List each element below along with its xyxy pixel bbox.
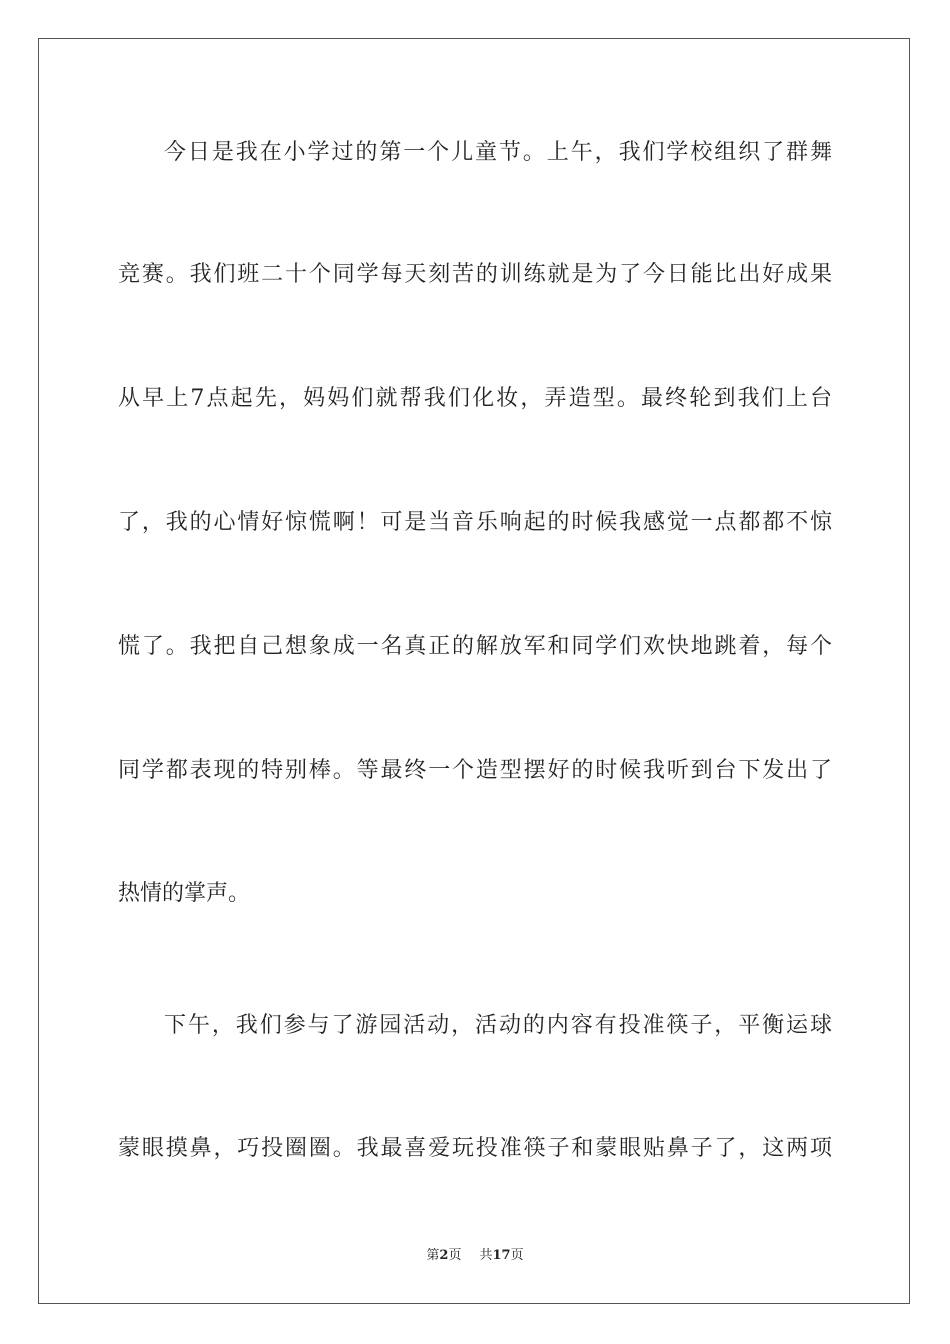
paragraph-1-line-4: 了，我的心情好惊慌啊！可是当音乐响起的时候我感觉一点都都不惊: [118, 510, 832, 535]
paragraph-1-line-3: 从早上7点起先，妈妈们就帮我们化妆，弄造型。最终轮到我们上台: [118, 386, 832, 411]
total-pages: 17: [492, 1248, 511, 1263]
paragraph-2-line-1: 下午，我们参与了游园活动，活动的内容有投准筷子，平衡运球: [164, 1013, 832, 1038]
total-suffix: 页: [510, 1248, 524, 1263]
paragraph-1-line-6: 同学都表现的特别棒。等最终一个造型摆好的时候我听到台下发出了: [118, 758, 832, 783]
paragraph-2-line-2: 蒙眼摸鼻，巧投圈圈。我最喜爱玩投准筷子和蒙眼贴鼻子了，这两项: [118, 1136, 832, 1161]
paragraph-1-line-2: 竞赛。我们班二十个同学每天刻苦的训练就是为了今日能比出好成果: [118, 262, 832, 287]
page-border: [38, 38, 910, 1304]
total-prefix: 共: [479, 1248, 493, 1263]
paragraph-1-line-7: 热情的掌声。: [118, 881, 251, 906]
paragraph-1-line-1: 今日是我在小学过的第一个儿童节。上午，我们学校组织了群舞: [164, 140, 832, 165]
page-suffix: 页: [448, 1248, 462, 1263]
page-number: 2: [439, 1248, 449, 1263]
page-footer: [0, 1247, 950, 1265]
page-prefix: 第: [426, 1248, 440, 1263]
paragraph-1-line-5: 慌了。我把自己想象成一名真正的解放军和同学们欢快地跳着，每个: [118, 634, 832, 659]
